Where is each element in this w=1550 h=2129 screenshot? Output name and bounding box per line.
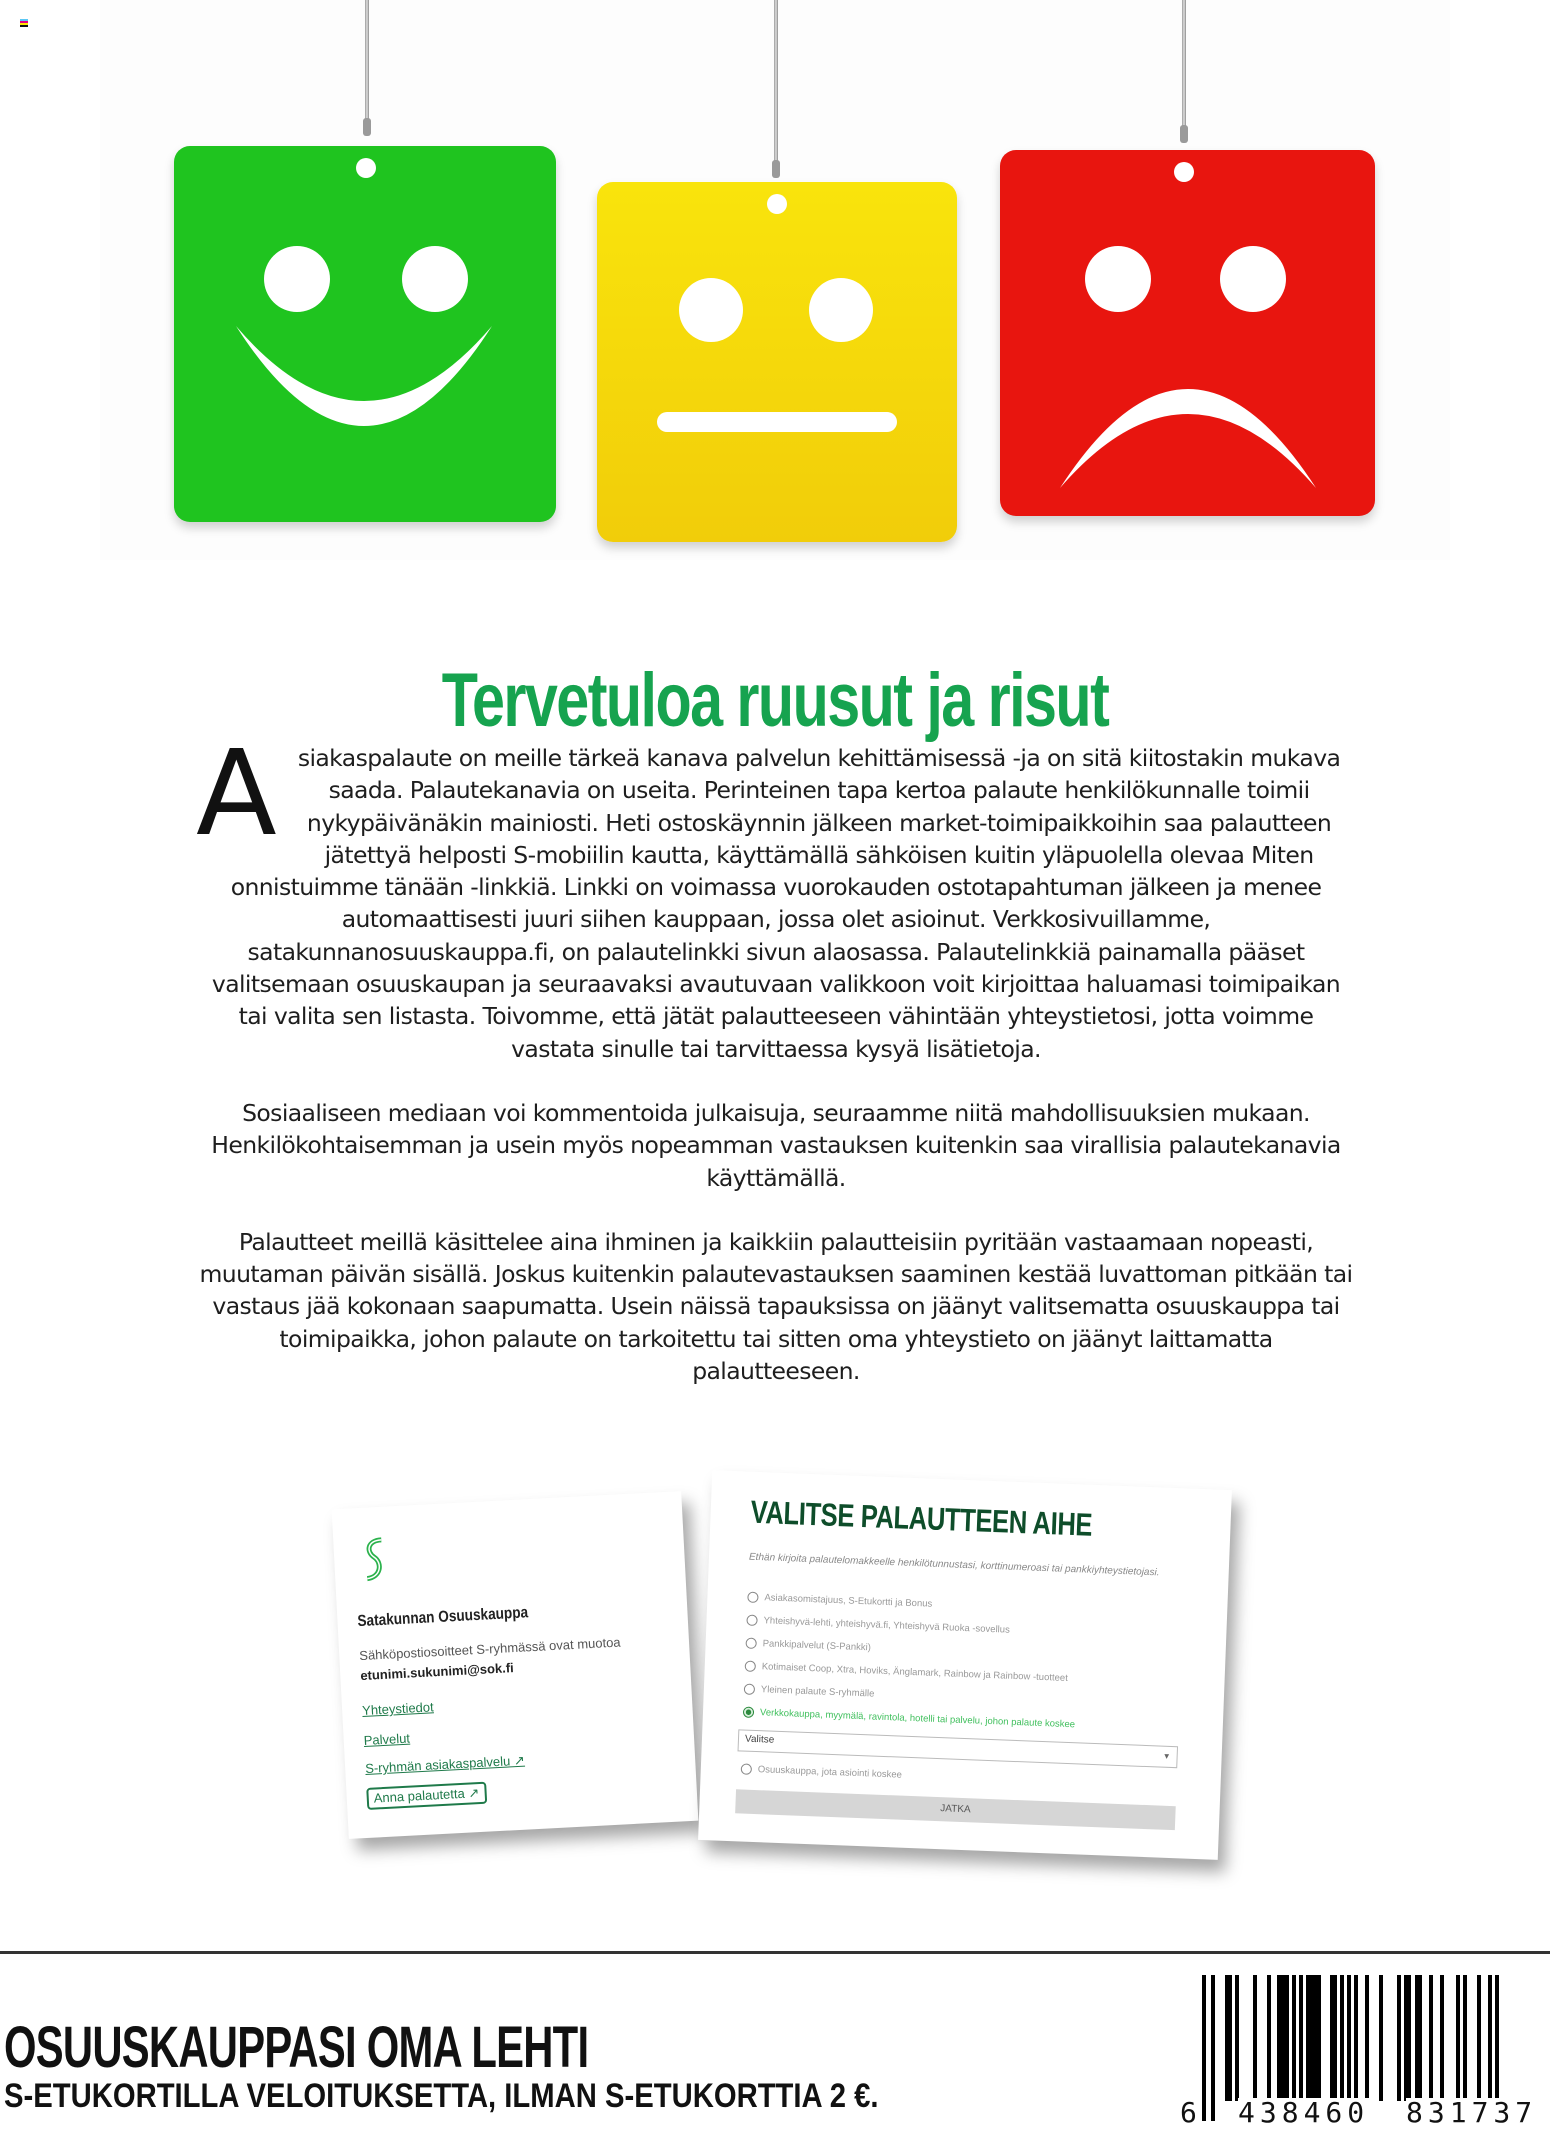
tag-hole: [356, 158, 376, 178]
website-footer-screenshot: [332, 1491, 699, 1839]
email-info: Sähköpostiosoitteet S-ryhmässä ovat muotoa: [358, 1634, 621, 1664]
smile-icon: [234, 326, 494, 466]
hanging-string: [774, 0, 778, 170]
tag-hole: [1174, 162, 1194, 182]
footer-title: OSUUSKAUPPASI OMA LEHTI: [4, 2015, 589, 2080]
radio-icon: [747, 1592, 758, 1603]
hero-image: [100, 0, 1450, 560]
article-body: [196, 724, 1356, 1419]
radio-icon: [745, 1638, 756, 1649]
paragraph-text: siakaspalaute on meille tärkeä kanava palvelun kehittämisessä -ja on sitä kiitostakin mukava saada. Palautekanavia on useita. Perinteinen tapa kertoa palaute henkilökunnalle toimii nykypäivänäkin mainiosti. Heti ostoskäynnin jälkeen market-toimipaikkoihin saa palautteen jätettyä helposti S-mobiilin kautta, käyttämällä sähköisen kuitin yläpuolella olevaa Miten onnistuimme tänään -linkkiä. Linkki on voimassa vuorokauden ostotapahtuman jälkeen ja menee automaattisesti juuri siihen kauppaan, jossa olet asioinut. Verkkosivuillamme, satakunnanosuuskauppa.fi, on palautelinkki sivun alaosassa. Palautelinkkiä painamalla pääset valitsemaan osuuskaupan ja seuraavaksi avautuvaan valikkoon voit kirjoittaa haluamasi toimipaikan tai valita sen listasta. Toivomme, että jätät palautteeseen vähintään yhteystietosi, jotta voimme vastata sinulle tai tarvittaessa kysyä lisätietoja.: [211, 744, 1341, 1063]
form-heading: VALITSE PALAUTTEEN AIHE: [750, 1493, 1093, 1543]
article-paragraph: [196, 724, 1356, 1065]
feedback-form-screenshot: [698, 1470, 1232, 1860]
left-eye: [1085, 246, 1151, 312]
string-clip: [772, 160, 780, 178]
barcode-right-digits: 831737: [1406, 2096, 1538, 2129]
radio-option[interactable]: Asiakasomistajuus, S-Etukortti ja Bonus: [747, 1592, 932, 1610]
right-eye: [402, 246, 468, 312]
radio-icon: [741, 1763, 752, 1774]
barcode-bars: [1202, 1975, 1550, 2105]
string-clip: [363, 118, 371, 136]
radio-icon: [745, 1661, 756, 1672]
tag-hole: [767, 194, 787, 214]
hanging-string: [1182, 0, 1186, 140]
link-services[interactable]: Palvelut: [363, 1730, 411, 1749]
article-paragraph: Palautteet meillä käsittelee aina ihminen ja kaikkiin palautteisiin pyritään vastaamaan nopeasti, muutaman päivän sisällä. Joskus kuitenkin palautevastauksen saaminen kestää luvattoman pitkään tai vastaus jää kokonaan saapumatta. Usein näissä tapauksissa on jäänyt valitsematta osuuskauppa tai toimipaikka, johon palaute on tarkoitettu tai sitten oma yhteystieto on jäänyt laittamatta palautteeseen.: [199, 1227, 1353, 1386]
barcode-first-digit: 6: [1180, 2096, 1202, 2129]
footer-subtitle: S-ETUKORTILLA VELOITUKSETTA, ILMAN S-ETUKORTTIA 2 €.: [4, 2077, 879, 2115]
radio-icon: [744, 1684, 755, 1695]
s-group-logo-icon: [359, 1537, 389, 1582]
radio-option[interactable]: Yhteishyvä-lehti, yhteishyvä.fi, Yhteishyvä Ruoka -sovellus: [746, 1615, 1010, 1636]
give-feedback-button[interactable]: Anna palautetta ↗: [366, 1782, 487, 1810]
radio-option-selected[interactable]: Verkkokauppa, myymälä, ravintola, hotelli tai palvelu, johon palaute koskee: [743, 1707, 1075, 1731]
neutral-face-tag: [597, 182, 957, 542]
sad-face-tag: [1000, 150, 1375, 516]
black-mark: [20, 25, 28, 27]
string-clip: [1180, 125, 1188, 143]
article-title: Tervetuloa ruusut ja risut: [441, 657, 1109, 743]
footer-divider: [0, 1951, 1550, 1954]
radio-option[interactable]: Osuuskauppa, jota asiointi koskee: [741, 1763, 902, 1780]
location-select[interactable]: Valitse ▼: [738, 1729, 1179, 1768]
left-eye: [264, 246, 330, 312]
chevron-down-icon: ▼: [1162, 1751, 1171, 1761]
radio-checked-icon: [743, 1707, 754, 1718]
barcode-left-digits: 438460: [1238, 2096, 1370, 2129]
link-customer-service[interactable]: S-ryhmän asiakaspalvelu ↗: [364, 1752, 526, 1776]
right-eye: [809, 278, 873, 342]
hanging-string: [365, 0, 369, 130]
link-contact[interactable]: Yhteystiedot: [361, 1699, 435, 1719]
continue-button[interactable]: JATKA: [735, 1789, 1176, 1830]
radio-option[interactable]: Yleinen palaute S-ryhmälle: [744, 1684, 875, 1700]
neutral-mouth-icon: [657, 412, 897, 432]
right-eye: [1220, 246, 1286, 312]
left-eye: [679, 278, 743, 342]
radio-option[interactable]: Pankkipalvelut (S-Pankki): [745, 1638, 871, 1654]
form-note: Ethän kirjoita palautelomakkeelle henkilötunnustasi, korttinumeroasi tai pankkiyhteystietojasi.: [748, 1551, 1160, 1579]
frown-icon: [1058, 350, 1318, 490]
print-color-marks: [20, 19, 28, 27]
article-paragraph: Sosiaaliseen mediaan voi kommentoida julkaisuja, seuraamme niitä mahdollisuuksien mukaan. Henkilökohtaisemman ja usein myös nopeamman vastauksen kuitenkin saa virallisia palautekanavia käyttämällä.: [211, 1098, 1341, 1192]
happy-face-tag: [174, 146, 556, 522]
org-name: Satakunnan Osuuskauppa: [357, 1604, 529, 1631]
ean-barcode: [1170, 1975, 1550, 2128]
radio-icon: [746, 1615, 757, 1626]
email-format: etunimi.sukunimi@sok.fi: [359, 1660, 515, 1684]
drop-cap: A: [196, 724, 277, 862]
radio-option[interactable]: Kotimaiset Coop, Xtra, Hoviks, Änglamark, Rainbow ja Rainbow -tuotteet: [745, 1661, 1068, 1684]
